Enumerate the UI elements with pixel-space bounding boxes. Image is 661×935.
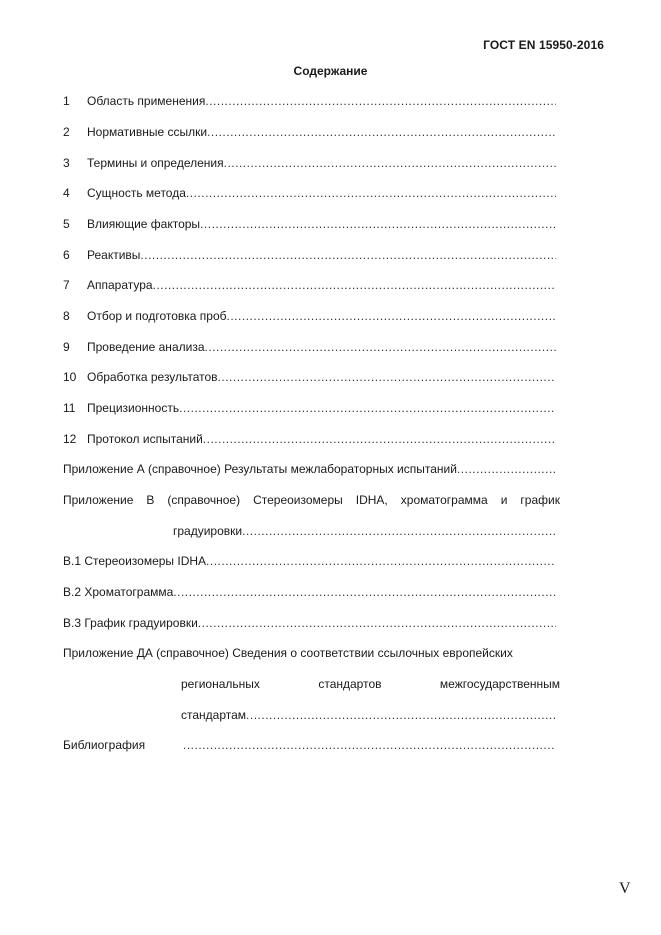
toc-annex-b[interactable] [63,492,560,508]
toc-annex-da-line1: Приложение ДА (справочное) Сведения о соответствии ссылочных европейских [63,646,513,660]
leader-dots [218,369,556,385]
leader-dots [183,737,556,753]
toc-item-number: 6 [63,248,70,262]
leader-dots [206,553,556,569]
toc-item-number: 4 [63,186,70,200]
toc-b1[interactable] [63,553,556,569]
toc-item-label: Обработка результатов [87,370,218,384]
toc-annex-b-cont[interactable] [173,523,556,539]
toc-annex-da-line3: стандартам [181,708,247,722]
toc-item-number: 5 [63,217,70,231]
toc-item-label: Прецизионность [87,401,180,415]
leader-dots [457,461,556,477]
toc-item-12[interactable] [63,431,556,447]
toc-annex-da-cont2[interactable] [181,707,556,723]
toc-item-number: 1 [63,94,70,108]
toc-b2-label: В.2 Хроматограмма [63,585,174,599]
toc-item-label: Нормативные ссылки [87,125,208,139]
toc-item-4[interactable] [63,185,556,201]
toc-b3[interactable] [63,615,556,631]
toc-item-label: Область применения [87,94,206,108]
toc-item-2[interactable] [63,124,556,140]
toc-annex-b-word: хроматограмма [400,493,488,507]
toc-item-label: Термины и определения [87,156,224,170]
toc-annex-b-word: и [500,493,508,507]
leader-dots [186,185,556,201]
leader-dots [203,431,556,447]
leader-dots [140,247,556,263]
toc-annex-b-line2: градуировки [173,524,243,538]
toc-item-label: Отбор и подготовка проб [87,309,227,323]
leader-dots [246,707,556,723]
toc-item-1[interactable] [63,93,556,109]
toc-annex-b-word: IDHA, [355,493,388,507]
leader-dots [227,308,556,324]
toc-item-label: Проведение анализа [87,340,205,354]
leader-dots [153,277,556,293]
toc-item-number: 8 [63,309,70,323]
toc-bibliography-label: Библиография [63,738,146,752]
leader-dots [224,155,556,171]
toc-item-3[interactable] [63,155,556,171]
toc-annex-b-word: Стереоизомеры [253,493,343,507]
toc-annex-b-word: (справочное) [167,493,241,507]
toc-item-label: Протокол испытаний [87,432,203,446]
toc-annex-da[interactable] [63,645,560,661]
toc-annex-b-word: Приложение [63,493,134,507]
leader-dots [179,400,556,416]
leader-dots [207,124,556,140]
toc-annex-da-word: региональных [181,677,260,691]
toc-annex-a[interactable] [63,461,556,477]
leader-dots [198,615,556,631]
toc-item-8[interactable] [63,308,556,324]
toc-item-9[interactable] [63,339,556,355]
toc-annex-a-label: Приложение А (справочное) Результаты межлабораторных испытаний [63,462,457,476]
toc-annex-b-word: В [146,493,155,507]
toc-item-number: 9 [63,340,70,354]
leader-dots [173,584,556,600]
toc-b2[interactable] [63,584,556,600]
toc-annex-da-cont[interactable] [181,676,560,692]
toc-item-11[interactable] [63,400,556,416]
toc-item-number: 10 [63,370,77,384]
standard-code: ГОСТ EN 15950-2016 [483,38,604,52]
toc-b1-label: В.1 Стереоизомеры IDHA [63,554,207,568]
toc-annex-b-word: график [520,493,560,507]
toc-item-label: Сущность метода [87,186,186,200]
leader-dots [205,93,556,109]
page-number: V [619,880,631,897]
toc-annex-da-word: стандартов [318,677,382,691]
leader-dots [205,339,557,355]
toc-bibliography[interactable] [63,737,556,753]
toc-item-number: 7 [63,278,70,292]
toc-item-number: 12 [63,432,77,446]
toc-item-number: 11 [63,401,76,415]
leader-dots [200,216,556,232]
toc-item-6[interactable] [63,247,556,263]
toc-item-7[interactable] [63,277,556,293]
toc-item-label: Реактивы [87,248,141,262]
toc-item-label: Влияющие факторы [87,217,201,231]
toc-item-number: 3 [63,156,70,170]
toc-item-10[interactable] [63,369,556,385]
toc-item-label: Аппаратура [87,278,153,292]
toc-item-5[interactable] [63,216,556,232]
toc-item-number: 2 [63,125,70,139]
toc-b3-label: В.3 График градуировки [63,616,198,630]
leader-dots [242,523,556,539]
page-title: Содержание [293,64,368,78]
toc-annex-da-word: межгосударственным [439,677,560,691]
